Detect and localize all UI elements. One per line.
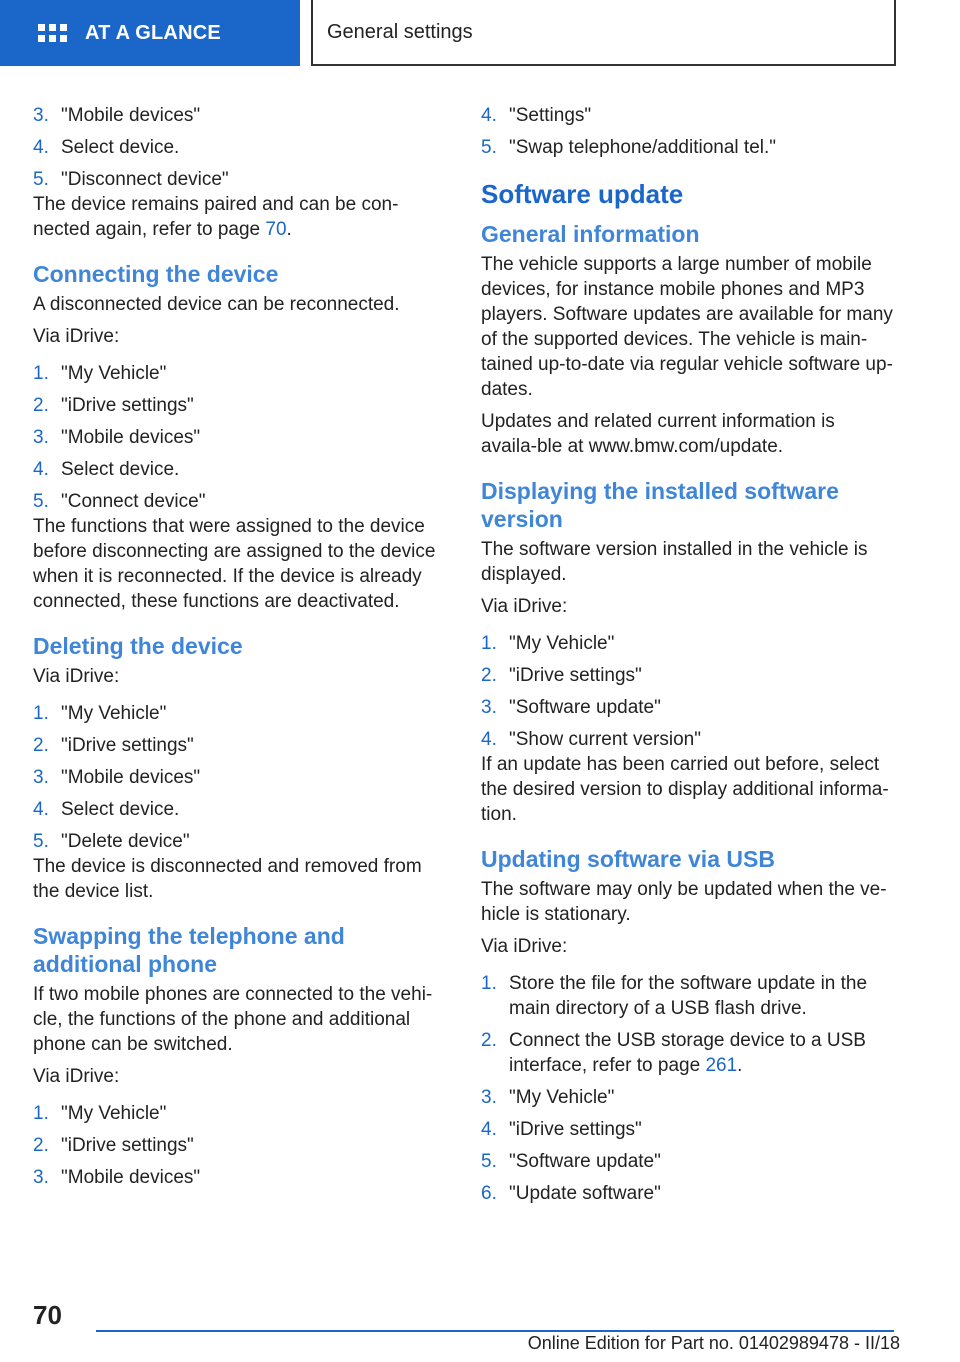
grid-menu-icon (38, 24, 67, 42)
step-text: "Mobile devices" (61, 767, 201, 788)
step-list (481, 631, 893, 752)
step-number: 5. (33, 831, 49, 852)
paragraph: The software may only be updated when the ve‐hicle is stationary. (481, 879, 887, 925)
list-item (33, 1133, 445, 1158)
list-item (33, 797, 445, 822)
paragraph: The vehicle supports a large number of mobile devices, for instance mobile phones and MP3 players. Software updates are available for many of the supported devices. The vehicle is main‐tained up-to-date via regular vehicle software up‐dates. (481, 254, 893, 400)
paragraph: If two mobile phones are connected to the vehi‐cle, the functions of the phone and additional phone can be switched. (33, 984, 433, 1055)
step-number: 5. (481, 137, 497, 158)
step-text: Select device. (61, 799, 180, 820)
page-number: 70 (33, 1300, 62, 1330)
list-item (481, 695, 893, 720)
step-list (33, 103, 445, 192)
page-link[interactable]: 261 (705, 1055, 738, 1076)
list-item (33, 829, 445, 854)
step-text: "My Vehicle" (61, 703, 167, 724)
heading-updating-software-usb: Updating software via USB (481, 846, 775, 872)
step-number: 3. (481, 697, 497, 718)
list-item (481, 1085, 893, 1110)
step-number: 4. (33, 137, 49, 158)
list-item (481, 1149, 893, 1174)
step-text: "Connect device" (61, 491, 206, 512)
list-item (33, 701, 445, 726)
paragraph (33, 192, 445, 242)
via-idrive-label: Via iDrive: (481, 936, 568, 957)
step-text: "Mobile devices" (61, 105, 201, 126)
page-header (0, 0, 960, 66)
step-number: 1. (481, 973, 497, 994)
step-text: "Settings" (509, 105, 592, 126)
paragraph: The functions that were assigned to the device before disconnecting are assigned to the device when it is reconnected. If the device is already connected, these functions are deactivated. (33, 516, 436, 612)
step-text: Select device. (61, 137, 180, 158)
step-text: Store the file for the software update in the main directory of a USB flash drive. (509, 973, 868, 1019)
paragraph-end: . (286, 219, 292, 240)
step-list (33, 1101, 445, 1190)
list-item (481, 135, 893, 160)
list-item (481, 727, 893, 752)
page-link[interactable]: 70 (265, 219, 287, 240)
step-text: "My Vehicle" (61, 363, 167, 384)
section-tab-label: AT A GLANCE (85, 21, 221, 44)
step-number: 3. (481, 1087, 497, 1108)
step-list (33, 701, 445, 854)
step-number: 1. (481, 633, 497, 654)
chapter-title (311, 0, 896, 66)
list-item (33, 1165, 445, 1190)
step-number: 5. (33, 491, 49, 512)
paragraph: If an update has been carried out before, select the desired version to display additional informa‐tion. (481, 754, 889, 825)
left-column (33, 103, 445, 1197)
step-number: 3. (33, 105, 49, 126)
heading-deleting-device: Deleting the device (33, 633, 243, 659)
step-text: "Disconnect device" (61, 169, 229, 190)
step-number: 4. (33, 459, 49, 480)
step-number: 1. (33, 703, 49, 724)
list-item (481, 103, 893, 128)
section-tab-at-a-glance[interactable] (0, 0, 300, 66)
paragraph: The software version installed in the vehicle is displayed. (481, 539, 868, 585)
paragraph: A disconnected device can be reconnected. (33, 294, 400, 315)
step-text: "Software update" (509, 1151, 661, 1172)
step-text: "iDrive settings" (509, 665, 642, 686)
list-item (481, 631, 893, 656)
step-text: "My Vehicle" (509, 633, 615, 654)
step-list (33, 361, 445, 514)
step-number: 3. (33, 427, 49, 448)
step-number: 5. (33, 169, 49, 190)
list-item (33, 457, 445, 482)
heading-swapping-telephone: Swapping the telephone and additional phone (33, 923, 345, 977)
step-text: "iDrive settings" (509, 1119, 642, 1140)
paragraph: Updates and related current information is availa‐ble at www.bmw.com/update. (481, 411, 835, 457)
list-item (33, 135, 445, 160)
list-item (33, 489, 445, 514)
list-item (481, 1117, 893, 1142)
step-number: 1. (33, 1103, 49, 1124)
step-list (481, 971, 893, 1206)
step-text: Select device. (61, 459, 180, 480)
step-text: "My Vehicle" (509, 1087, 615, 1108)
step-number: 4. (481, 105, 497, 126)
list-item (33, 733, 445, 758)
list-item (33, 361, 445, 386)
step-number: 2. (33, 735, 49, 756)
step-text: "Delete device" (61, 831, 190, 852)
list-item (33, 167, 445, 192)
step-number: 4. (481, 1119, 497, 1140)
list-item (33, 103, 445, 128)
step-number: 5. (481, 1151, 497, 1172)
step-text: "My Vehicle" (61, 1103, 167, 1124)
step-text: "Update software" (509, 1183, 661, 1204)
step-text: "Swap telephone/additional tel." (509, 137, 777, 158)
footer-edition: Online Edition for Part no. 01402989478 - II/18 (527, 1333, 900, 1353)
via-idrive-label: Via iDrive: (33, 326, 120, 347)
footer-divider (96, 1330, 894, 1332)
step-number: 3. (33, 767, 49, 788)
step-number: 1. (33, 363, 49, 384)
step-number: 6. (481, 1183, 497, 1204)
heading-general-information: General information (481, 221, 700, 247)
list-item (33, 1101, 445, 1126)
list-item (481, 1028, 893, 1078)
step-number: 2. (481, 1030, 497, 1051)
list-item (481, 971, 893, 1021)
via-idrive-label: Via iDrive: (33, 1066, 120, 1087)
paragraph: The device is disconnected and removed from the device list. (33, 856, 422, 902)
step-number: 2. (481, 665, 497, 686)
step-list (481, 103, 893, 160)
chapter-title-text: General settings (327, 20, 473, 43)
via-idrive-label: Via iDrive: (481, 596, 568, 617)
via-idrive-label: Via iDrive: (33, 666, 120, 687)
step-text: "iDrive settings" (61, 395, 194, 416)
step-number: 2. (33, 395, 49, 416)
list-item (481, 663, 893, 688)
list-item (481, 1181, 893, 1206)
heading-software-update: Software update (481, 179, 684, 209)
paragraph-text: The device remains paired and can be con‐nected again, refer to page (33, 194, 399, 240)
step-text: "iDrive settings" (61, 735, 194, 756)
heading-displaying-software-version: Displaying the installed software version (481, 478, 839, 532)
list-item (33, 765, 445, 790)
list-item (33, 393, 445, 418)
step-text: "Show current version" (509, 729, 701, 750)
step-text: "Mobile devices" (61, 1167, 201, 1188)
step-number: 2. (33, 1135, 49, 1156)
step-text: "Mobile devices" (61, 427, 201, 448)
step-text-body: Connect the USB storage device to a USB interface, refer to page (509, 1030, 866, 1076)
right-column (481, 103, 893, 1213)
step-text: "iDrive settings" (61, 1135, 194, 1156)
step-text: "Software update" (509, 697, 661, 718)
list-item (33, 425, 445, 450)
step-number: 4. (481, 729, 497, 750)
step-text-end: . (737, 1055, 743, 1076)
step-text (509, 1028, 893, 1078)
step-number: 3. (33, 1167, 49, 1188)
heading-connecting-device: Connecting the device (33, 261, 279, 287)
step-number: 4. (33, 799, 49, 820)
